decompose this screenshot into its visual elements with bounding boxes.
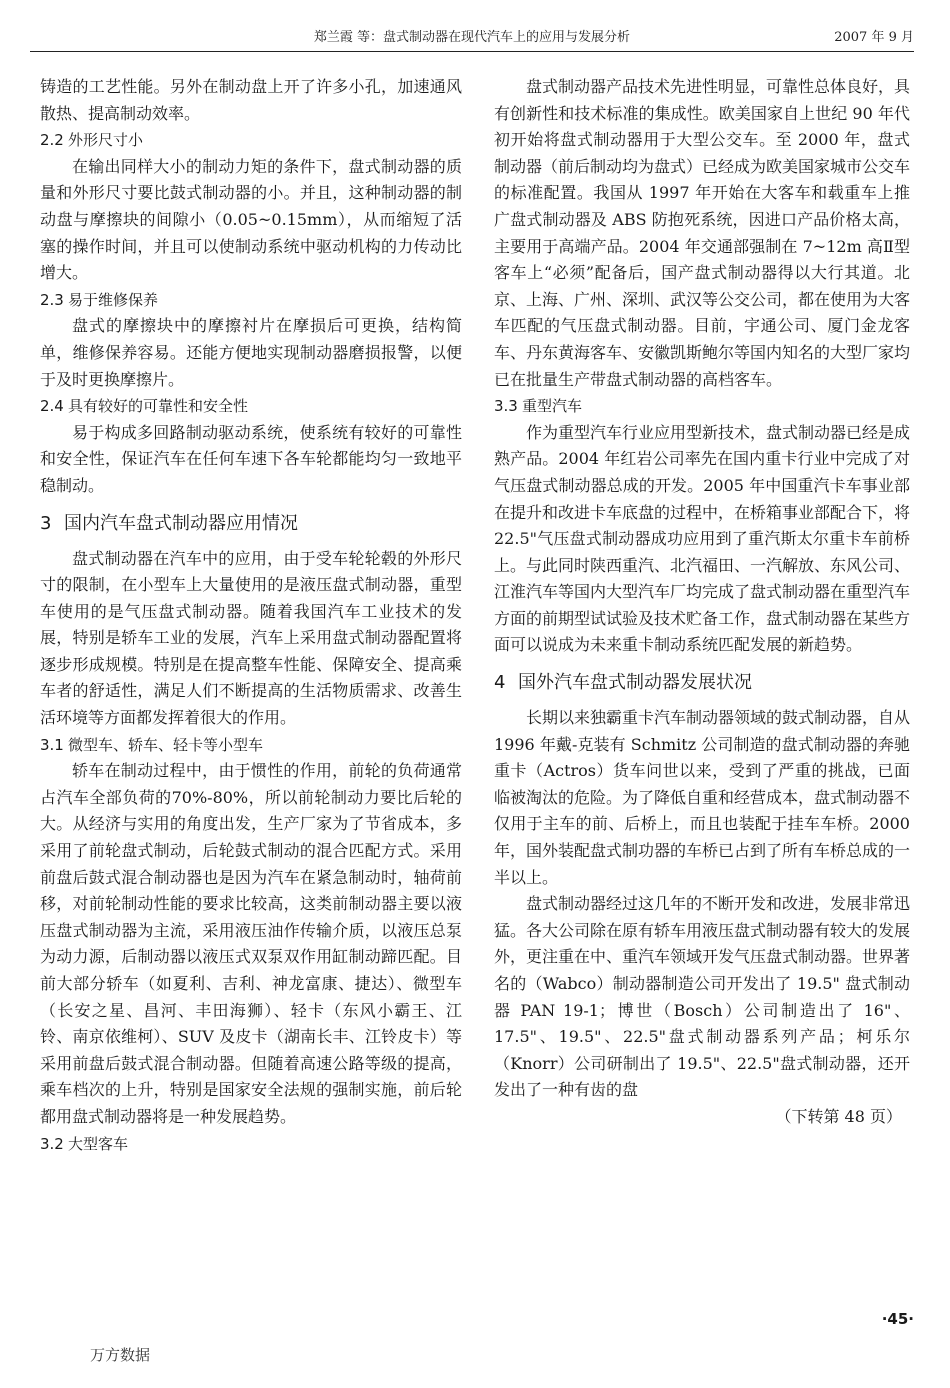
header-date: 2007 年 9 月 [834,30,914,45]
paragraph: 盘式制动器经过这几年的不断开发和改进，发展非常迅猛。各大公司除在原有轿车用液压盘式制动器有较大的发展外，更注重在中、重汽车领域开发气压盘式制动器。世界著名的（Wabco）制动器制造公司开发出了 19.5" 盘式制动器 PAN 19-1；博世（Bosch）公司制造出了 16"、17.5"、19.5"、22.5"盘式制动器系列产品；柯乐尔（Knorr）公司研制出了 19.5"、22.5"盘式制动器，还开发出了一种有齿的盘 [494,894,911,1100]
section-heading-3-1 [40,732,462,759]
section-number: 2.4 [40,397,64,416]
section-number: 4 [494,672,506,694]
section-title: 微型车、轿车、轻卡等小型车 [68,735,264,754]
section-title: 具有较好的可靠性和安全性 [68,397,249,416]
source-watermark: 万方数据 [90,1346,151,1364]
header-title: 郑兰霞 等：盘式制动器在现代汽车上的应用与发展分析 [313,30,631,45]
section-number: 2.3 [40,290,64,309]
section-number: 2.2 [40,131,64,150]
section-heading-2-3 [40,287,462,314]
paragraph: 铸造的工艺性能。另外在制动盘上开了许多小孔，加速通风散热、提高制动效率。 [40,77,462,123]
section-number: 3.2 [40,1134,64,1153]
section-heading-3-2 [40,1131,462,1158]
section-number: 3 [40,512,52,534]
running-header [30,26,914,50]
section-title: 易于维修保养 [68,290,159,309]
section-title: 重型汽车 [522,397,583,416]
section-heading-4 [494,663,910,703]
section-heading-2-2 [40,127,462,154]
paragraph: 作为重型汽车行业应用型新技术，盘式制动器已经是成熟产品。2004 年红岩公司率先在国内重卡行业中完成了对气压盘式制动器总成的开发。2005 年中国重汽卡车事业部在提升和改进卡车底盘的过程中，在桥箱事业部配合下，将 22.5"气压盘式制动器成功应用到了重汽斯太尔重卡车前桥上。与此同时陕西重汽、北汽福田、一汽解放、东风公司、江淮汽车等国内大型汽车厂均完成了盘式制动器在重型汽车方面的前期型试试验及技术贮备工作，盘式制动器在某些方面可以说成为未来重卡制动系统匹配发展的新趋势。 [494,422,911,655]
continued-note: （下转第 48 页） [775,1106,902,1126]
header-rule [30,51,914,52]
right-column [494,74,910,1131]
paragraph: 长期以来独霸重卡汽车制动器领域的鼓式制动器，自从 1996 年戴-克装有 Schmitz 公司制造的盘式制动器的奔驰重卡（Actros）货车问世以来，受到了严重的挑战，已面临被淘汰的危险。为了降低自重和经营成本，盘式制动器不仅用于主车的前、后桥上，而且也装配于挂车车桥。2000 年，国外装配盘式制功器的车桥已占到了所有车桥总成的一半以上。 [494,708,911,887]
left-column [40,74,462,1157]
paragraph: 盘式的摩擦块中的摩擦衬片在摩损后可更换，结构简单，维修保养容易。还能方便地实现制动器磨损报警，以便于及时更换摩擦片。 [40,316,462,389]
page-number: ·45· [881,1310,914,1328]
section-heading-2-4 [40,393,462,420]
paragraph: 轿车在制动过程中，由于惯性的作用，前轮的负荷通常占汽车全部负荷的70%-80%，所以前轮制动力要比后轮的大。从经济与实用的角度出发，生产厂家为了节省成本，多采用了前轮盘式制动，后轮鼓式制动的混合匹配方式。采用前盘后鼓式混合制动器也是因为汽车在紧急制动时，轴荷前移，对前轮制动性能的要求比较高，这类前制动器主要以液压盘式制动器为主流，采用液压油作传输介质，以液压总泵为动力源，后制动器以液压式双泵双作用缸制动蹄匹配。目前大部分轿车（如夏利、吉利、神龙富康、捷达）、微型车（长安之星、昌河、丰田海狮）、轻卡（东风小霸王、江铃、南京依维柯）、SUV 及皮卡（湖南长丰、江铃皮卡）等采用前盘后鼓式混合制动器。但随着高速公路等级的提高，乘车档次的上升，特别是国家安全法规的强制实施，前后轮都用盘式制动器将是一种发展趋势。 [40,761,462,1126]
paragraph: 盘式制动器在汽车中的应用，由于受车轮轮毂的外形尺寸的限制，在小型车上大量使用的是液压盘式制动器，重型车使用的是气压盘式制动器。随着我国汽车工业技术的发展，特别是轿车工业的发展，汽车上采用盘式制动器配置将逐步形成规模。特别是在提高整车性能、保障安全、提高乘车者的舒适性，满足人们不断提高的生活物质需求、改善生活环境等方面都发挥着很大的作用。 [40,548,462,728]
section-number: 3.3 [494,397,518,416]
paragraph: 盘式制动器产品技术先进性明显，可靠性总体良好，具有创新性和技术标准的集成性。欧美国家自上世纪 90 年代初开始将盘式制动器用于大型公交车。至 2000 年，盘式制动器（前后制动均为盘式）已经成为欧美国家城市公交车的标准配置。我国从 1997 年开始在大客车和载重车上推广盘式制动器及 ABS 防抱死系统，因进口产品价格太高，主要用于高端产品。2004 年交通部强制在 7~12m 高Ⅱ型客车上“必须”配备后，国产盘式制动器得以大行其道。北京、上海、广州、深圳、武汉等公交公司，都在使用为大客车匹配的气压盘式制动器。目前，宇通公司、厦门金龙客车、丹东黄海客车、安徽凯斯鲍尔等国内知名的大型厂家均已在批量生产带盘式制动器的高档客车。 [494,77,911,389]
section-number: 3.1 [40,735,64,754]
section-title: 外形尺寸小 [68,131,144,150]
section-title: 大型客车 [68,1134,129,1153]
section-heading-3-3 [494,393,910,420]
section-title: 国内汽车盘式制动器应用情况 [64,512,298,534]
section-title: 国外汽车盘式制动器发展状况 [518,672,752,694]
paragraph: 易于构成多回路制动驱动系统，使系统有较好的可靠性和安全性，保证汽车在任何车速下各车轮都能均匀一致地平稳制动。 [40,422,462,495]
paragraph: 在输出同样大小的制动力矩的条件下，盘式制动器的质量和外形尺寸要比鼓式制动器的小。并且，这种制动器的制动盘与摩擦块的间隙小（0.05~0.15mm），从而缩短了活塞的操作时间，并且可以使制动系统中驱动机构的力传动比增大。 [40,156,462,283]
section-heading-3 [40,504,462,544]
